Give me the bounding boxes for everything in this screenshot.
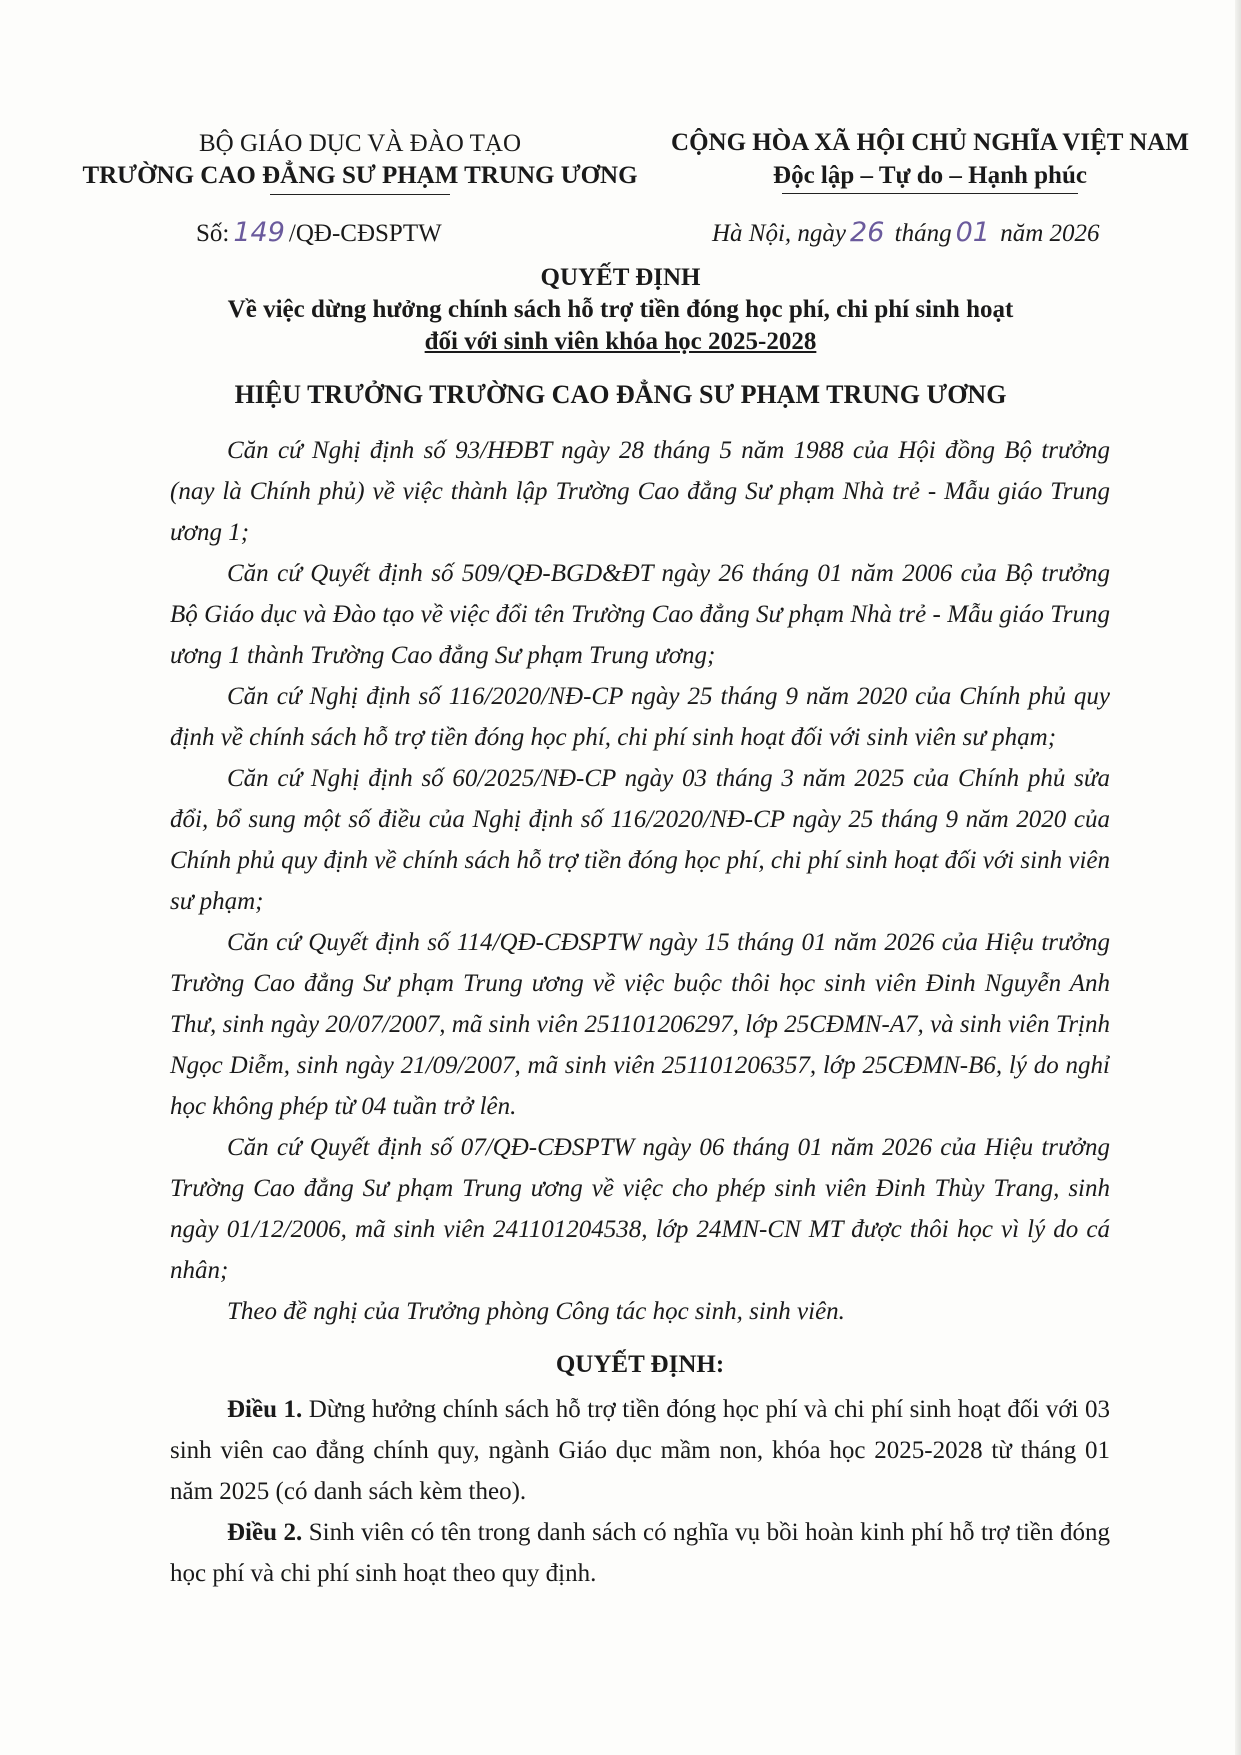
title-line-1: QUYẾT ĐỊNH [540,264,701,291]
title-line-2: Về việc dừng hưởng chính sách hỗ trợ tiền đóng học phí, chi phí sinh hoạt [227,296,1014,323]
document-number [196,217,442,248]
place-and-date [712,217,1100,248]
articles-list [170,1389,1110,1594]
republic-name: CỘNG HÒA XÃ HỘI CHỦ NGHĨA VIỆT NAM [671,129,1189,156]
year-text: năm 2026 [1000,220,1100,247]
basis-paragraph: Căn cứ Nghị định số 116/2020/NĐ-CP ngày 25 tháng 9 năm 2020 của Chính phủ quy định về chính sách hỗ trợ tiền đóng học phí, chi phí sinh hoạt đối với sinh viên sư phạm; [170,683,1110,751]
basis-paragraph: Căn cứ Nghị định số 93/HĐBT ngày 28 tháng 5 năm 1988 của Hội đồng Bộ trưởng (nay là Chính phủ) về việc thành lập Trường Cao đẳng Sư phạm Nhà trẻ - Mẫu giáo Trung ương 1; [170,437,1110,546]
basis-paragraph: Căn cứ Quyết định số 07/QĐ-CĐSPTW ngày 06 tháng 01 năm 2026 của Hiệu trưởng Trường Cao đẳng Sư phạm Trung ương về việc cho phép sinh viên Đinh Thùy Trang, sinh ngày 01/12/2006, mã sinh viên 241101204538, lớp 24MN-CN MT được thôi học vì lý do cá nhân; [170,1134,1110,1284]
decision-heading: QUYẾT ĐỊNH: [555,1351,725,1378]
school-name: TRƯỜNG CAO ĐẲNG SƯ PHẠM TRUNG ƯƠNG [82,162,638,189]
basis-paragraph: Căn cứ Quyết định số 509/QĐ-BGD&ĐT ngày 26 tháng 01 năm 2006 của Bộ trưởng Bộ Giáo dục và Đào tạo về việc đổi tên Trường Cao đẳng Sư phạm Nhà trẻ - Mẫu giáo Trung ương 1 thành Trường Cao đẳng Sư phạm Trung ương; [170,560,1110,669]
basis-paragraph: Căn cứ Nghị định số 60/2025/NĐ-CP ngày 03 tháng 3 năm 2025 của Chính phủ sửa đổi, bổ sung một số điều của Nghị định số 116/2020/NĐ-CP ngày 25 tháng 9 năm 2020 của Chính phủ quy định về chính sách hỗ trợ tiền đóng học phí, chi phí sinh hoạt đối với sinh viên sư phạm; [170,765,1110,915]
ministry-name: BỘ GIÁO DỤC VÀ ĐÀO TẠO [199,130,521,157]
article-2 [170,1512,1110,1594]
decision-title [0,262,1241,358]
document-body [170,430,1110,1594]
article-label: Điều 2. [227,1519,303,1546]
article-label: Điều 1. [227,1396,303,1423]
article-1 [170,1389,1110,1512]
issuer-heading: HIỆU TRƯỞNG TRƯỜNG CAO ĐẲNG SƯ PHẠM TRUNG ƯƠNG [234,380,1007,409]
basis-paragraph: Căn cứ Quyết định số 114/QĐ-CĐSPTW ngày 15 tháng 01 năm 2026 của Hiệu trưởng Trường Cao đẳng Sư phạm Trung ương về việc buộc thôi học sinh viên Đinh Nguyễn Anh Thư, sinh ngày 20/07/2007, mã sinh viên 251101206297, lớp 25CĐMN-A7, và sinh viên Trịnh Ngọc Diễm, sinh ngày 21/09/2007, mã sinh viên 251101206357, lớp 25CĐMN-B6, lý do nghỉ học không phép từ 04 tuần trở lên. [170,929,1110,1120]
handwritten-month: 01 [955,217,990,248]
number-suffix: /QĐ-CĐSPTW [288,220,442,247]
authority-underline [270,194,450,195]
national-heading-block [650,126,1210,194]
title-line-3: đối với sinh viên khóa học 2025-2028 [424,328,817,355]
national-motto: Độc lập – Tự do – Hạnh phúc [773,162,1087,189]
article-text: Dừng hưởng chính sách hỗ trợ tiền đóng học phí và chi phí sinh hoạt đối với 03 sinh viên cao đẳng chính quy, ngành Giáo dục mầm non, khóa học 2025-2028 từ tháng 01 năm 2025 (có danh sách kèm theo). [170,1396,1110,1505]
number-prefix: Số: [196,220,230,247]
issuing-authority-block [80,128,640,195]
motto-underline [782,193,1078,194]
article-text: Sinh viên có tên trong danh sách có nghĩa vụ bồi hoàn kinh phí hỗ trợ tiền đóng học phí và chi phí sinh hoạt theo quy định. [170,1519,1111,1587]
handwritten-number: 149 [233,217,285,248]
legal-basis-list [170,430,1110,1332]
handwritten-day: 26 [850,217,885,248]
month-word: tháng [894,220,952,247]
basis-paragraph: Theo đề nghị của Trưởng phòng Công tác học sinh, sinh viên. [227,1298,845,1325]
place-date-prefix: Hà Nội, ngày [712,220,847,247]
